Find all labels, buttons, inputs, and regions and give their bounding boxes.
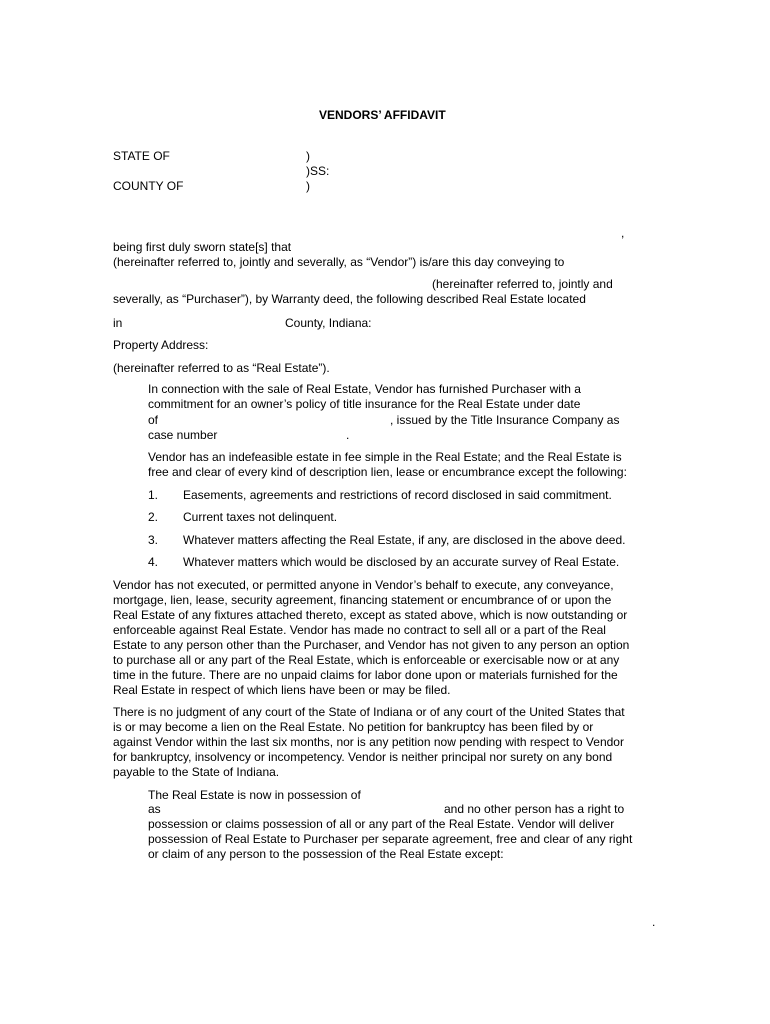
fee-simple-line-2: free and clear of every kind of description lien, lease or encumbrance except the following: [148,465,627,479]
sworn-line: being first duly sworn state[s] that [113,240,292,254]
commitment-line-3-of: of [148,413,159,427]
caption-paren-top: ) [306,149,310,163]
commitment-line-3-issued: , issued by the Title Insurance Company as [390,413,620,427]
paragraph-line: mortgage, lien, lease, security agreement, financing statement or encumbrance of or upon the [113,593,612,607]
paragraph-line: There is no judgment of any court of the State of Indiana or of any court of the United States that [113,705,625,719]
fee-simple-line-1: Vendor has an indefeasible estate in fee simple in the Real Estate; and the Real Estate is [148,450,622,464]
paragraph-line: to purchase all or any part of the Real Estate, which is enforceable or exercisable now or at any [113,653,620,667]
paragraph-line: time in the future. There are no unpaid claims for labor done upon or materials furnished for the [113,668,618,682]
paragraph-line: Estate to any person other than the Purchaser, and Vendor has not given to any person an option [113,638,630,652]
commitment-line-4-case: case number [148,428,218,442]
exception-text: Whatever matters affecting the Real Estate, if any, are disclosed in the above deed. [183,533,626,547]
paragraph-line: against Vendor within the last six months, nor is any petition now pending with respect to Vendor [113,735,624,749]
caption-paren-bottom: ) [306,179,310,193]
exception-text: Whatever matters which would be disclosed by an accurate survey of Real Estate. [183,555,620,569]
possession-line-1: The Real Estate is now in possession of [148,788,361,802]
exception-number: 4. [148,555,159,569]
caption-ss: )SS: [306,164,330,178]
exception-number: 1. [148,488,159,502]
property-address-label: Property Address: [113,338,209,352]
possession-line-2-as: as [148,802,161,816]
paragraph-line: Vendor has not executed, or permitted anyone in Vendor’s behalf to execute, any conveyance, [113,578,614,592]
commitment-line-4-period: . [346,428,350,442]
paragraph-line: is or may become a lien on the Real Estate. No petition for bankruptcy has been filed by or [113,720,594,734]
end-period: . [652,915,656,929]
affiant-comma: , [621,226,625,240]
county-indiana-label: County, Indiana: [285,316,372,330]
vendor-line: (hereinafter referred to, jointly and severally, as “Vendor”) is/are this day conveying to [113,255,565,269]
possession-line-3: possession or claims possession of all or any part of the Real Estate. Vendor will deliver [148,817,615,831]
exception-text: Current taxes not delinquent. [183,510,338,524]
exception-number: 3. [148,533,159,547]
state-label: STATE OF [113,149,170,163]
purchaser-line-a: (hereinafter referred to, jointly and [432,277,613,291]
commitment-line-2: commitment for an owner’s policy of title insurance for the Real Estate under date [148,397,581,411]
county-label: COUNTY OF [113,179,184,193]
exception-text: Easements, agreements and restrictions of record disclosed in said commitment. [183,488,612,502]
paragraph-line: for bankruptcy, insolvency or incompetency. Vendor is neither principal nor surety on any bond [113,750,613,764]
real-estate-reference: (hereinafter referred to as “Real Estate”). [113,361,330,375]
possession-line-2-rest: and no other person has a right to [444,802,625,816]
exception-number: 2. [148,510,159,524]
in-label: in [113,316,123,330]
paragraph-line: Real Estate of any fixtures attached thereto, except as stated above, which is now outstanding or [113,608,628,622]
document-title: VENDORS’ AFFIDAVIT [319,108,446,122]
purchaser-line-b: severally, as “Purchaser”), by Warranty deed, the following described Real Estate located [113,292,586,306]
commitment-line-1: In connection with the sale of Real Estate, Vendor has furnished Purchaser with a [148,382,581,396]
paragraph-line: payable to the State of Indiana. [113,765,280,779]
paragraph-line: Real Estate in respect of which liens have been or may be filed. [113,683,451,697]
possession-line-5: or claim of any person to the possession of the Real Estate except: [148,847,504,861]
not-executed-paragraph [113,578,629,698]
no-judgment-paragraph [113,705,625,780]
possession-line-4: possession of Real Estate to Purchaser per separate agreement, free and clear of any right [148,832,633,846]
paragraph-line: enforceable against Real Estate. Vendor has made no contract to sell all or a part of the Real [113,623,606,637]
